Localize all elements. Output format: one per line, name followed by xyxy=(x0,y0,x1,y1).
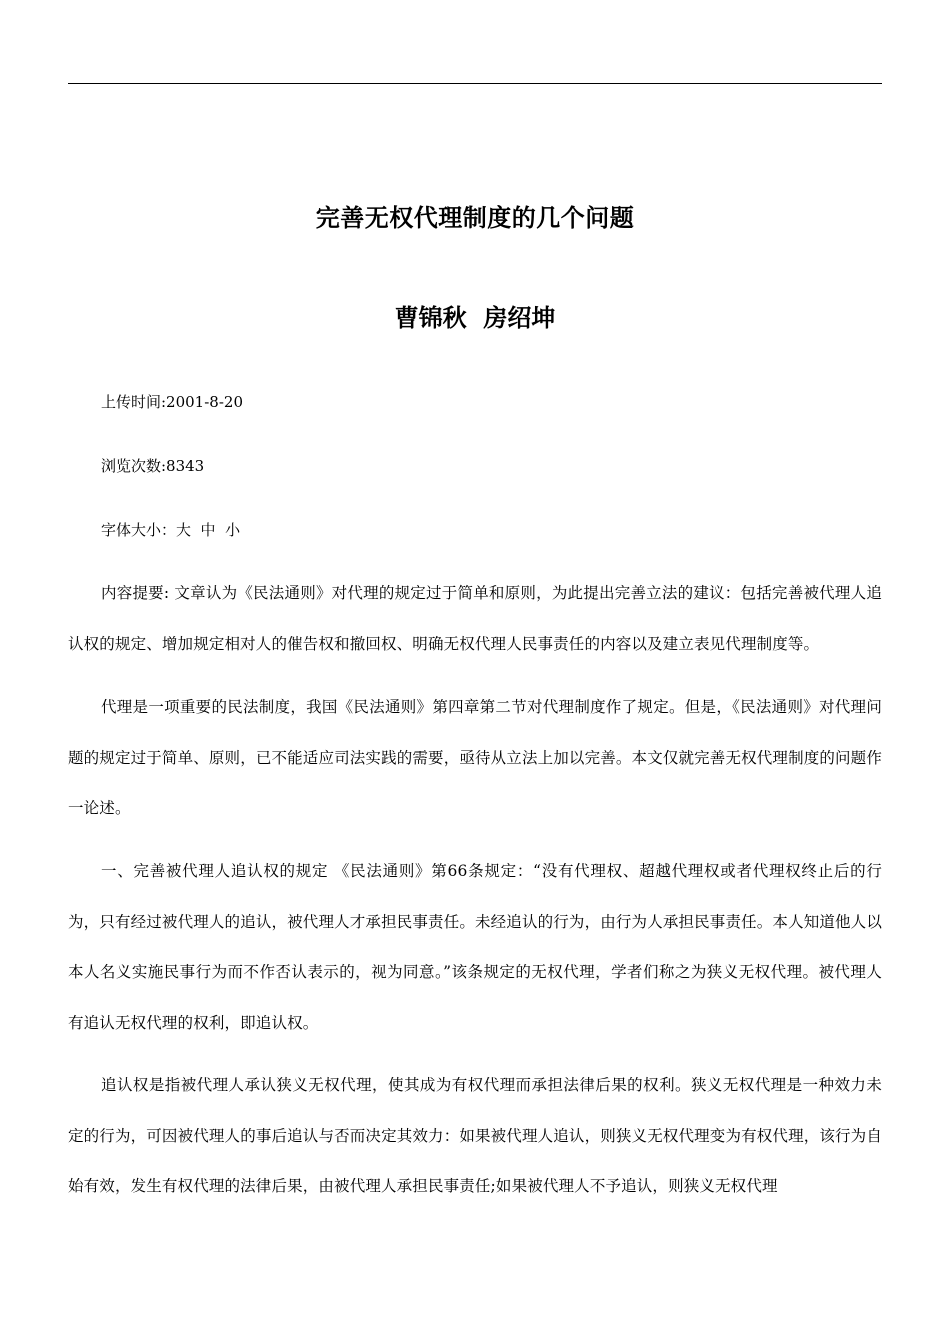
view-count: 浏览次数:8343 xyxy=(101,457,205,475)
body-paragraph-section-one: 一、完善被代理人追认权的规定 《民法通则》第66条规定：“没有代理权、超越代理权或者代理权终止后的行为，只有经过被代理人的追认，被代理人才承担民事责任。未经追认的行为，由行为人承担民事责任。本人知道他人以本人名义实施民事行为而不作否认表示的，视为同意。”该条规定的无权代理，学者们称之为狭义无权代理。被代理人有追认无权代理的权利，即追认权。 xyxy=(68,862,882,1032)
body-paragraph-intro: 代理是一项重要的民法制度，我国《民法通则》第四章第二节对代理制度作了规定。但是，《民法通则》对代理问题的规定过于简单、原则，已不能适应司法实践的需要，亟待从立法上加以完善。本文仅就完善无权代理制度的问题作一论述。 xyxy=(68,698,882,817)
font-size-selector: 字体大小：大 中 小 xyxy=(101,521,241,539)
header-rule xyxy=(68,83,882,84)
document-authors: 曹锦秋 房绍坤 xyxy=(394,303,556,332)
body-paragraph-ratification: 追认权是指被代理人承认狭义无权代理，使其成为有权代理而承担法律后果的权利。狭义无权代理是一种效力未定的行为，可因被代理人的事后追认与否而决定其效力：如果被代理人追认，则狭义无权代理变为有权代理，该行为自始有效，发生有权代理的法律后果，由被代理人承担民事责任;如果被代理人不予追认，则狭义无权代理 xyxy=(68,1076,882,1195)
abstract-paragraph: 内容提要: 文章认为《民法通则》对代理的规定过于简单和原则，为此提出完善立法的建议：包括完善被代理人追认权的规定、增加规定相对人的催告权和撤回权、明确无权代理人民事责任的内容以及建立表见代理制度等。 xyxy=(68,584,882,653)
document-title: 完善无权代理制度的几个问题 xyxy=(315,203,635,232)
upload-time: 上传时间:2001-8-20 xyxy=(101,393,243,411)
